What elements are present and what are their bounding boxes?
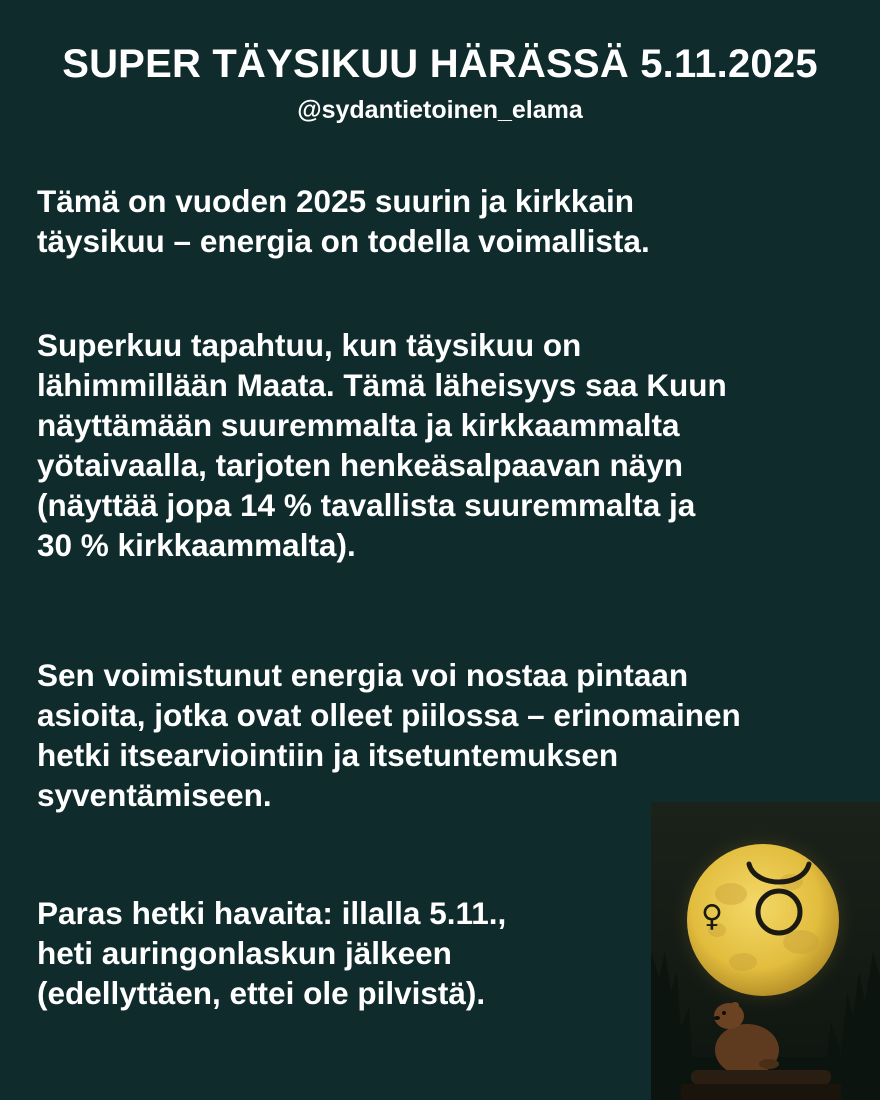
- text-line: yötaivaalla, tarjoten henkeäsalpaavan näyn: [37, 447, 684, 483]
- text-line: 30 % kirkkaammalta).: [37, 527, 356, 563]
- text-line: lähimmillään Maata. Tämä läheisyys saa Kuun: [37, 367, 727, 403]
- text-line: Superkuu tapahtuu, kun täysikuu on: [37, 327, 582, 363]
- text-line: asioita, jotka ovat olleet piilossa – erinomainen: [37, 697, 741, 733]
- text-line: täysikuu – energia on todella voimallista.: [37, 223, 650, 259]
- text-line: heti auringonlaskun jälkeen: [37, 935, 452, 971]
- text-line: syventämiseen.: [37, 777, 272, 813]
- author-handle: @sydantietoinen_elama: [297, 96, 583, 124]
- text-line: Paras hetki havaita: illalla 5.11.,: [37, 895, 507, 931]
- text-line: (näyttää jopa 14 % tavallista suuremmalta ja: [37, 487, 696, 523]
- page-title: SUPER TÄYSIKUU HÄRÄSSÄ 5.11.2025: [62, 42, 818, 86]
- ground-log: [681, 1070, 841, 1100]
- text-line: hetki itsearviointiin ja itsetuntemuksen: [37, 737, 619, 773]
- venus-icon: ♀: [701, 899, 723, 934]
- text-line: (edellyttäen, ettei ole pilvistä).: [37, 975, 486, 1011]
- moon-illustration: [651, 802, 880, 1100]
- text-line: Tämä on vuoden 2025 suurin ja kirkkain: [37, 183, 634, 219]
- paragraph-intro: [37, 181, 867, 261]
- text-line: Sen voimistunut energia voi nostaa pintaan: [37, 657, 689, 693]
- paragraph-energy: [37, 655, 867, 815]
- paragraph-supermoon: [37, 325, 867, 565]
- text-line: näyttämään suuremmalta ja kirkkaammalta: [37, 407, 680, 443]
